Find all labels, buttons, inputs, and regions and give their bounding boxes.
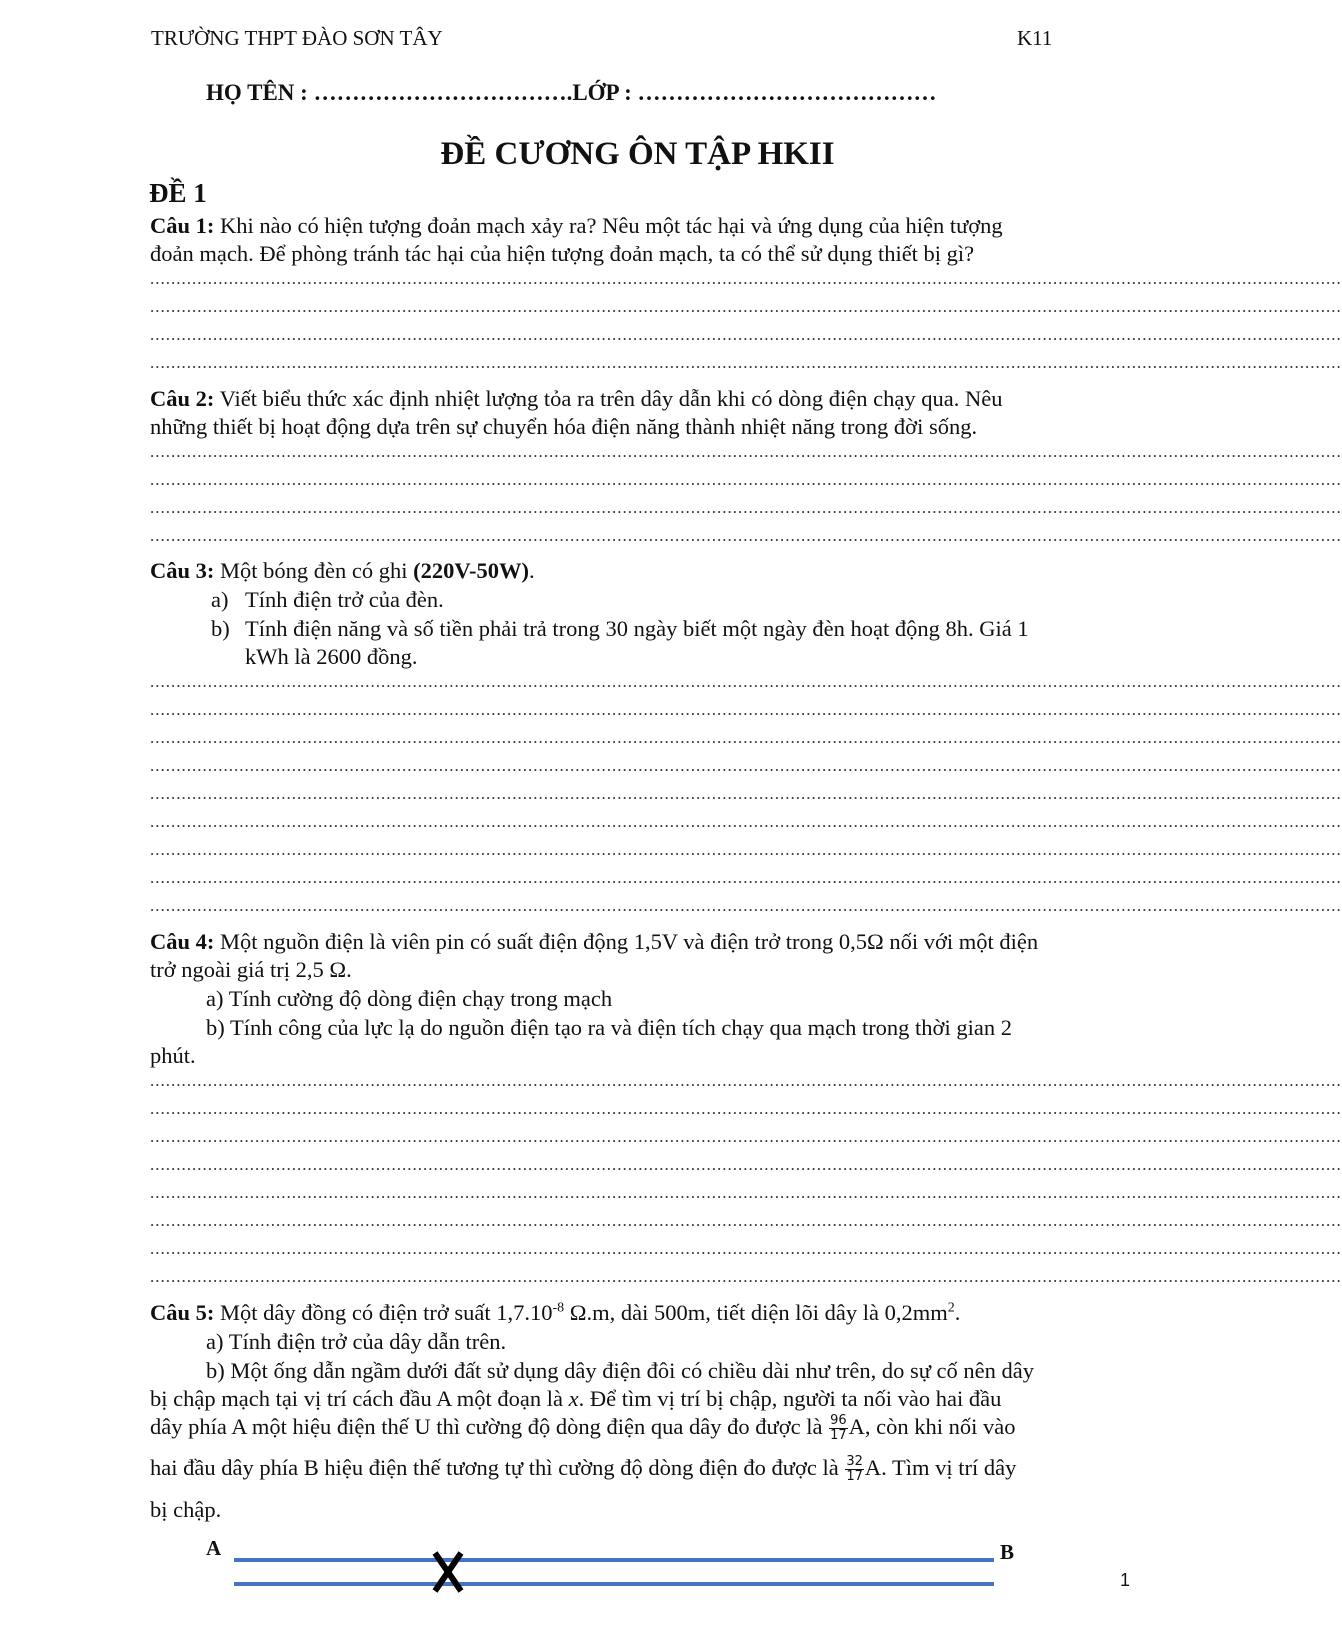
question-5b-line-3: dây phía A một hiệu điện thế U thì cường độ dòng điện qua dây đo được là $\frac{96}{17}$ A, còn khi nối vào xyxy=(150,1413,1016,1444)
answer-line: ................................................................................................................................................................................................................................... xyxy=(150,442,1342,461)
question-4-line-1: Câu 4: Một nguồn điện là viên pin có suất điện động 1,5V và điện trở trong 0,5Ω nối với một điện xyxy=(150,929,1039,954)
answer-line: ................................................................................................................................................................................................................................... xyxy=(150,700,1342,719)
answer-line: ................................................................................................................................................................................................................................... xyxy=(150,1239,1342,1258)
answer-line: ................................................................................................................................................................................................................................... xyxy=(150,1127,1342,1146)
question-1-line-1: Câu 1: Khi nào có hiện tượng đoản mạch xảy ra? Nêu một tác hại và ứng dụng của hiện tượng xyxy=(150,213,1003,238)
question-3-label: Câu 3: xyxy=(150,558,215,583)
section-heading: ĐỀ 1 xyxy=(149,178,207,208)
question-1-label: Câu 1: xyxy=(150,213,215,238)
answer-line: ................................................................................................................................................................................................................................... xyxy=(150,812,1342,831)
grade-label: K11 xyxy=(1017,26,1053,50)
question-3a-text: Tính điện trở của đèn. xyxy=(245,587,444,612)
question-5b-line-2: bị chập mạch tại vị trí cách đầu A một đoạn là x. Để tìm vị trí bị chập, người ta nối vào hai đầu xyxy=(150,1386,1002,1411)
question-4b-line-2: phút. xyxy=(150,1043,196,1068)
fraction-96-17: $\frac{96}{17}$ xyxy=(830,1413,847,1444)
school-name: TRƯỜNG THPT ĐÀO SƠN TÂY xyxy=(151,26,443,50)
question-2-line-1: Câu 2: Viết biểu thức xác định nhiệt lượng tỏa ra trên dây dẫn khi có dòng điện chạy qua. Nêu xyxy=(150,386,1003,411)
student-info-line xyxy=(206,80,937,106)
answer-line: ................................................................................................................................................................................................................................... xyxy=(150,728,1342,747)
answer-line: ................................................................................................................................................................................................................................... xyxy=(150,840,1342,859)
question-5b-line-4: hai đầu dây phía B hiệu điện thế tương tự thì cường độ dòng điện đo được là $\frac{32}{17}$ A. Tìm vị trí dây xyxy=(150,1454,1017,1485)
answer-line: ................................................................................................................................................................................................................................... xyxy=(150,526,1342,545)
page-title: ĐỀ CƯƠNG ÔN TẬP HKII xyxy=(440,136,835,172)
answer-line: ................................................................................................................................................................................................................................... xyxy=(150,1183,1342,1202)
answer-line: ................................................................................................................................................................................................................................... xyxy=(150,1155,1342,1174)
lamp-spec: (220V-50W) xyxy=(413,558,529,583)
question-4a-text: a) Tính cường độ dòng điện chạy trong mạch xyxy=(206,986,613,1011)
answer-line: ................................................................................................................................................................................................................................... xyxy=(150,1099,1342,1118)
question-5b-line-1: b) Một ống dẫn ngầm dưới đất sử dụng dây điện đôi có chiều dài như trên, do sự cố nên dây xyxy=(206,1358,1035,1383)
answer-line: ................................................................................................................................................................................................................................... xyxy=(150,896,1342,915)
question-3b-marker: b) xyxy=(211,616,230,641)
question-5-line-1: Câu 5: Một dây đồng có điện trở suất $1,7.10^{-8}$ Ω.m, dài 500m, tiết diện lõi dây là $0,2mm^2$. xyxy=(150,1300,961,1325)
question-4-line-2: trở ngoài giá trị 2,5 Ω. xyxy=(150,957,352,982)
answer-line: ................................................................................................................................................................................................................................... xyxy=(150,269,1342,288)
answer-line: ................................................................................................................................................................................................................................... xyxy=(150,498,1342,517)
question-2-label: Câu 2: xyxy=(150,386,215,411)
answer-line: ................................................................................................................................................................................................................................... xyxy=(150,353,1342,372)
answer-line: ................................................................................................................................................................................................................................... xyxy=(150,672,1342,691)
answer-line: ................................................................................................................................................................................................................................... xyxy=(150,1267,1342,1286)
answer-line: ................................................................................................................................................................................................................................... xyxy=(150,1071,1342,1090)
question-5b-line-5: bị chập. xyxy=(150,1497,222,1522)
answer-line: ................................................................................................................................................................................................................................... xyxy=(150,1211,1342,1230)
cable-diagram xyxy=(228,1550,1000,1595)
question-4-label: Câu 4: xyxy=(150,929,215,954)
question-2-line-2: những thiết bị hoạt động dựa trên sự chuyển hóa điện năng thành nhiệt năng trong đời sống. xyxy=(150,414,978,439)
point-b-label: B xyxy=(1000,1540,1015,1564)
answer-line: ................................................................................................................................................................................................................................... xyxy=(150,297,1342,316)
question-3b-line-2: kWh là 2600 đồng. xyxy=(245,644,418,669)
page-number: 1 xyxy=(1120,1570,1131,1590)
answer-line: ................................................................................................................................................................................................................................... xyxy=(150,784,1342,803)
fraction-32-17: $\frac{32}{17}$ xyxy=(846,1454,863,1485)
question-5a-text: a) Tính điện trở của dây dẫn trên. xyxy=(206,1329,507,1354)
name-field-label: HỌ TÊN : ……………………………. xyxy=(206,80,573,105)
answer-line: ................................................................................................................................................................................................................................... xyxy=(150,756,1342,775)
point-a-label: A xyxy=(206,1536,222,1560)
variable-x: x xyxy=(568,1386,579,1411)
question-3b-line-1: Tính điện năng và số tiền phải trả trong 30 ngày biết một ngày đèn hoạt động 8h. Giá 1 xyxy=(245,616,1029,641)
question-3a-marker: a) xyxy=(211,587,229,612)
question-4b-line-1: b) Tính công của lực lạ do nguồn điện tạo ra và điện tích chạy qua mạch trong thời gian 2 xyxy=(206,1015,1012,1040)
answer-line: ................................................................................................................................................................................................................................... xyxy=(150,868,1342,887)
question-5-label: Câu 5: xyxy=(150,1300,215,1325)
answer-line: ................................................................................................................................................................................................................................... xyxy=(150,470,1342,489)
question-3-line-1: Câu 3: Một bóng đèn có ghi (220V-50W). xyxy=(150,558,535,583)
class-field-label: LỚP : ………………………………… xyxy=(572,80,937,105)
question-1-line-2: đoản mạch. Để phòng tránh tác hại của hiện tượng đoản mạch, ta có thể sử dụng thiết bị gì? xyxy=(150,241,975,266)
answer-line: ................................................................................................................................................................................................................................... xyxy=(150,325,1342,344)
